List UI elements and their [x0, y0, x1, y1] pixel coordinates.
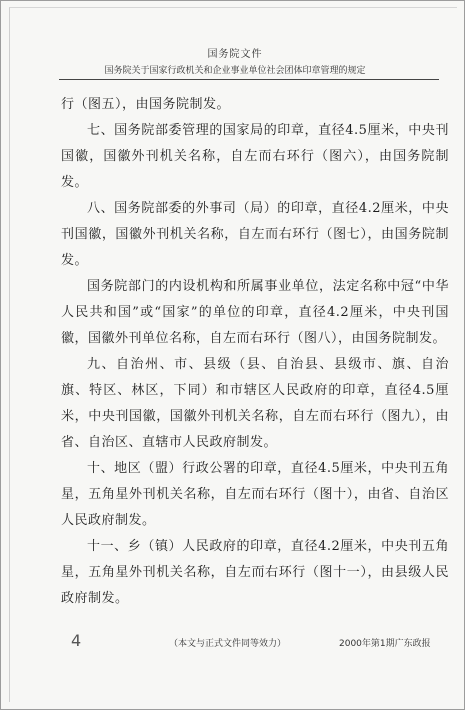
paragraph-continuation: 行（图五），由国务院制发。 [61, 97, 231, 112]
header-subtitle: 国务院关于国家行政机关和企业事业单位社会团体印章管理的规定 [104, 66, 366, 76]
document-page [19, 15, 451, 695]
header-rule [59, 79, 439, 80]
paragraph-7: 七、国务院部委管理的国家局的印章，直径4.5厘米，中央刊国徽，国徽外刊机关名称，自左而右环行（图六），由国务院制发。 [61, 123, 449, 190]
header-title: 国务院文件 [207, 49, 263, 60]
page-footer [19, 629, 451, 659]
paragraph-8: 八、国务院部委的外事司（局）的印章，直径4.2厘米，中央刊国徽，国徽外刊机关名称，自左而右环行（图七），由国务院制发。 [61, 201, 449, 268]
paragraph-9: 九、自治州、市、县级（县、自治县、县级市、旗、自治旗、特区、林区，下同）和市辖区人民政府的印章，直径4.5厘米，中央刊国徽，国徽外刊机关名称，自左而右环行（图九），由省、自治区、直辖市人民政府制发。 [61, 357, 449, 450]
footer-note: （本文与正式文件同等效力） [169, 639, 287, 649]
paragraph-10: 十、地区（盟）行政公署的印章，直径4.5厘米，中央刊五角星，五角星外刊机关名称，自左而右环行（图十），由省、自治区人民政府制发。 [61, 461, 449, 528]
footer-issue: 2000年第1期广东政报 [339, 639, 431, 649]
paragraph-8-detail: 国务院部门的内设机构和所属事业单位，法定名称中冠“中华人民共和国”或“国家”的单位的印章，直径4.2厘米，中央刊国徽，国徽外刊单位名称，自左而右环行（图八），由国务院制发。 [61, 279, 449, 346]
document-body [61, 92, 449, 612]
paragraph-11: 十一、乡（镇）人民政府的印章，直径4.2厘米，中央刊五角星，五角星外刊机关名称，自左而右环行（图十一），由县级人民政府制发。 [61, 539, 449, 606]
page-number: 4 [71, 631, 82, 650]
